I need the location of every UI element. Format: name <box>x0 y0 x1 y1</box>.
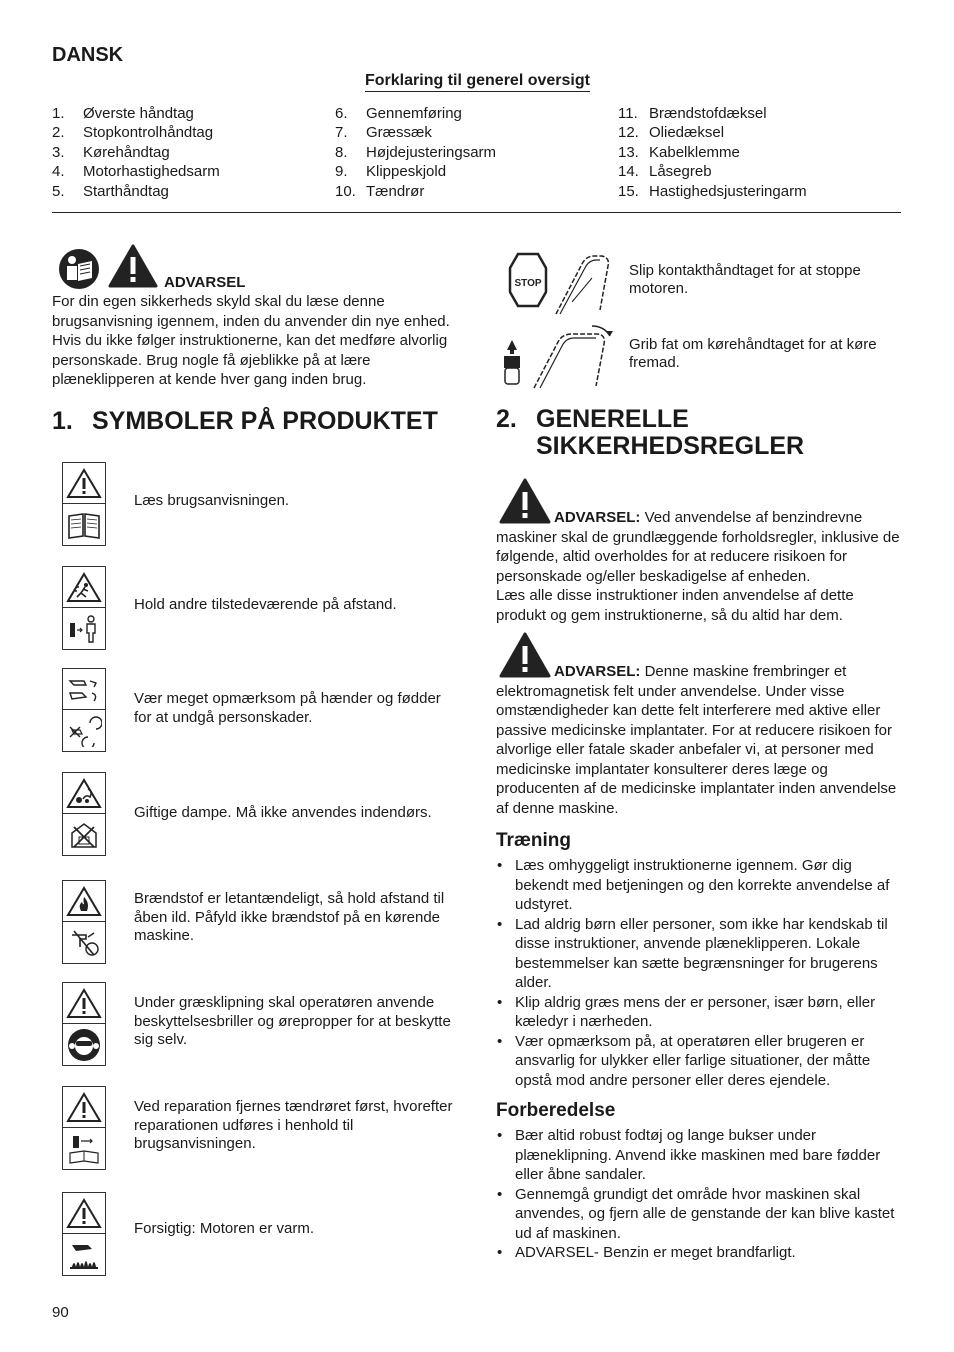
symbol-keep-away <box>62 566 106 650</box>
symbol-read-manual <box>62 462 106 546</box>
warning-label: ADVARSEL <box>164 274 246 291</box>
stop-instruction: Slip kontakthåndtaget for at stoppe motoren. <box>629 262 861 297</box>
drive-handle-illustration <box>500 322 620 392</box>
symbol-protection <box>62 982 106 1066</box>
stop-handle-illustration <box>500 248 620 318</box>
list-item: 12. Oliedæksel <box>618 124 725 142</box>
warning-text: For din egen sikkerheds skyld skal du læse denne brugsanvisning igennem, inden du anvender din nye enhed. Hvis du ikke følger instruktionerne, kan det medføre alvorlig personskade. Brug nogle få øjeblikke på at lære plæneklipperen at kende hver gang inden brug. <box>52 293 450 388</box>
list-item: 9. Klippeskjold <box>335 163 447 181</box>
list-item: 5. Starthåndtag <box>52 182 169 200</box>
list-item: 8. Højdejusteringsarm <box>335 143 497 161</box>
list-item: • Vær opmærksom på, at operatøren eller brugeren er ansvarlig for ulykker eller farlige situationer, der måtte opstå mod andre personer eller deres ejendele. <box>496 1032 904 1091</box>
list-item: 14. Låsegreb <box>618 163 712 181</box>
warning-text: Ved anvendelse af benzindrevne maskiner skal de grundlæggende forholdsregler, inklusive de følgende, altid overholdes for at reducere risikoen for personskade og/eller beskadigelse af enheden. <box>496 509 900 585</box>
symbol-text: Under græsklipning skal operatøren anvende beskyttelsesbriller og ørepropper for at beskytte sig selv. <box>134 994 451 1048</box>
symbol-text: Brændstof er letantændeligt, så hold afstand til åben ild. Påfyld ikke brændstof på en kørende maskine. <box>134 890 445 944</box>
warning-1-block <box>496 508 904 586</box>
blade-hazard-icon <box>66 715 102 747</box>
symbol-text: Ved reparation fjernes tændrøret først, hvorefter reparationen udføres i henhold til brugsanvisningen. <box>134 1098 453 1152</box>
symbol-toxic-fumes <box>62 772 106 856</box>
symbol-text: Læs brugsanvisningen. <box>134 492 290 509</box>
symbol-fuel-fire <box>62 880 106 964</box>
preparation-list <box>496 1126 904 1263</box>
list-item: 11. Brændstofdæksel <box>618 105 767 122</box>
list-item: 15. Hastighedsjusteringarm <box>618 182 807 200</box>
preparation-heading: Forberedelse <box>496 1100 616 1121</box>
list-item: 6. Gennemføring <box>335 105 462 122</box>
no-refuel-icon <box>66 927 102 959</box>
no-indoor-icon <box>66 819 102 851</box>
symbol-text: Vær meget opmærksom på hænder og fødder for at undgå personskader. <box>134 690 441 726</box>
divider <box>52 212 901 213</box>
warning-2-block <box>496 662 906 818</box>
hot-surface-icon <box>66 1239 102 1271</box>
list-item: 7. Græssæk <box>335 124 432 142</box>
warning-icon <box>66 467 102 499</box>
list-item: 2. Stopkontrolhåndtag <box>52 124 214 142</box>
hand-foot-icon <box>66 673 102 705</box>
keep-distance-icon <box>66 613 102 645</box>
symbol-text: Hold andre tilstedeværende på afstand. <box>134 596 397 613</box>
warning-icon <box>108 244 158 288</box>
book-icon <box>66 510 102 540</box>
thrown-object-icon <box>66 571 102 603</box>
symbol-text: Giftige dampe. Må ikke anvendes indendørs. <box>134 804 432 821</box>
section-1-heading: 1. SYMBOLER PÅ PRODUKTET <box>52 407 438 435</box>
symbol-repair <box>62 1086 106 1170</box>
list-item: 4. Motorhastighedsarm <box>52 163 220 181</box>
warning-icon <box>66 1091 102 1123</box>
svg-text:STOP: STOP <box>514 278 542 289</box>
training-list <box>496 856 904 1090</box>
warning-icon <box>66 1197 102 1229</box>
fire-icon <box>66 885 102 917</box>
list-item: • Bær altid robust fodtøj og lange bukser under plæneklipning. Anvend ikke maskinen med bare fødder eller åbne sandaler. <box>496 1126 904 1185</box>
list-item: 1. Øverste håndtag <box>52 105 194 122</box>
warning-label: ADVARSEL: <box>554 663 641 680</box>
overview-title: Forklaring til generel oversigt <box>365 72 590 92</box>
warning-1-text2: Læs alle disse instruktioner inden anvendelse af dette produkt og gem instruktionerne, så du altid har dem. <box>496 587 854 624</box>
spark-plug-manual-icon <box>66 1133 102 1165</box>
warning-text: Denne maskine frembringer et elektromagnetisk felt under anvendelse. Under visse omstændigheder kan dette felt interferere med aktive eller passive medicinske implantater. For at reducere risikoen for alvorlige eller fatale skader anbefaler vi, at personer med medicinske implantater konsulterer deres læge og producenten af de medicinske implantater inden anvendelse af denne maskine. <box>496 663 897 817</box>
read-manual-icon <box>58 248 102 290</box>
toxic-fumes-icon <box>66 777 102 809</box>
warning-label: ADVARSEL: <box>554 509 641 526</box>
section-2-heading: 2. GENERELLE SIKKERHEDSREGLER <box>496 405 805 460</box>
list-item: • Lad aldrig børn eller personer, som ikke har kendskab til disse instruktioner, anvende plæneklipperen. Lokale bestemmelser kan sætte begrænsninger for brugerens alder. <box>496 915 904 993</box>
page-number: 90 <box>52 1304 69 1321</box>
goggles-earplugs-icon <box>66 1028 102 1062</box>
list-item: 10. Tændrør <box>335 182 425 200</box>
list-item: • Gennemgå grundigt det område hvor maskinen skal anvendes, og fjern alle de genstande der kan blive kastet ud af maskinen. <box>496 1185 904 1244</box>
list-item: • Læs omhyggeligt instruktionerne igennem. Gør dig bekendt med betjeningen og den korrekte anvendelse af udstyret. <box>496 856 904 915</box>
list-item: 13. Kabelklemme <box>618 143 740 161</box>
training-heading: Træning <box>496 830 571 851</box>
language-heading: DANSK <box>52 44 124 66</box>
drive-instruction: Grib fat om kørehåndtaget for at køre fremad. <box>629 336 877 371</box>
parts-list-col1 <box>52 104 220 201</box>
parts-list-col3 <box>618 104 807 201</box>
symbol-text: Forsigtig: Motoren er varm. <box>134 1220 315 1237</box>
list-item: • Klip aldrig græs mens der er personer, især børn, eller kæledyr i nærheden. <box>496 993 904 1032</box>
list-item: • ADVARSEL- Benzin er meget brandfarligt. <box>496 1243 904 1263</box>
parts-list-col2 <box>335 104 496 201</box>
symbol-hot-motor <box>62 1192 106 1276</box>
list-item: 3. Kørehåndtag <box>52 143 170 161</box>
warning-icon <box>66 987 102 1019</box>
symbol-hands-feet <box>62 668 106 752</box>
